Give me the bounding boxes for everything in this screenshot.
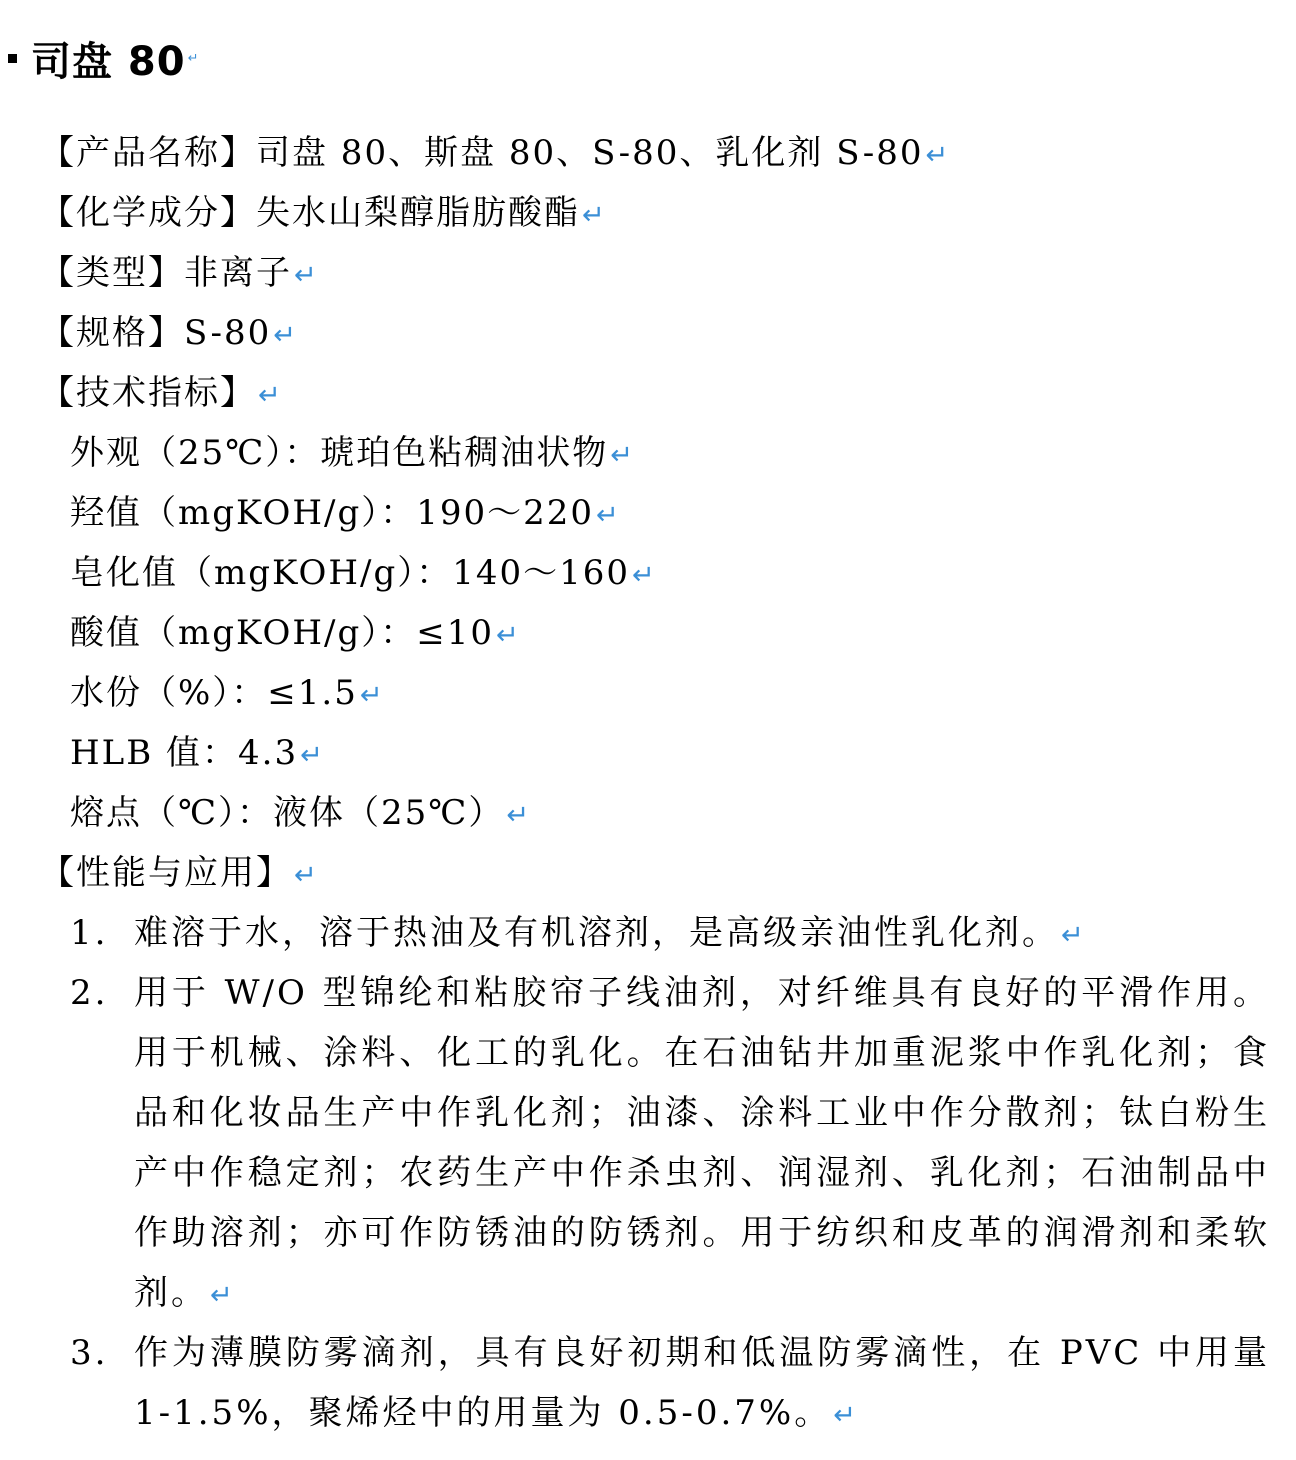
field-text: 【规格】S-80 — [40, 313, 272, 353]
list-number: 1. — [70, 913, 109, 953]
paragraph-mark-icon: ↵ — [300, 740, 325, 771]
section-heading — [8, 30, 198, 86]
field-text: 【化学成分】失水山梨醇脂肪酸酯 — [40, 193, 580, 233]
field-text: 【技术指标】 — [40, 373, 256, 413]
paragraph-mark-icon: ↵ — [1061, 920, 1087, 951]
spec-text: 皂化值（mgKOH/g）：140～160 — [70, 553, 631, 593]
paragraph-mark-icon: ↵ — [632, 560, 657, 591]
spec-text: 外观（25℃）：琥珀色粘稠油状物 — [70, 433, 609, 473]
spec-text: 羟值（mgKOH/g）：190～220 — [70, 493, 595, 533]
spec-hydroxyl-value — [70, 483, 621, 543]
heading-text: 司盘 80 — [31, 38, 186, 85]
paragraph-mark-icon: ↵ — [273, 320, 299, 351]
field-text: 【性能与应用】 — [40, 853, 292, 893]
list-number: 2. — [70, 973, 109, 1013]
spec-moisture — [70, 663, 385, 723]
paragraph-mark-icon: ↵ — [258, 380, 283, 411]
paragraph-mark-icon: ↵ — [294, 860, 319, 891]
list-item — [70, 1323, 1270, 1446]
spec-hlb-value — [70, 723, 325, 783]
spec-text: 熔点（℃）：液体（25℃） — [70, 793, 505, 833]
paragraph-mark-icon: ↵ — [187, 50, 199, 66]
spec-melting-point — [70, 783, 531, 843]
paragraph-mark-icon: ↵ — [210, 1280, 236, 1311]
field-specification — [40, 303, 298, 363]
list-number: 3. — [70, 1333, 109, 1373]
list-text: 用于 W/O 型锦纶和粘胶帘子线油剂，对纤维具有良好的平滑作用。用于机械、涂料、化工的乳化。在石油钻井加重泥浆中作乳化剂；食品和化妆品生产中作乳化剂；油漆、涂料工业中作分散剂；钛白粉生产中作稳定剂；农药生产中作杀虫剂、润湿剂、乳化剂；石油制品中作助溶剂；亦可作防锈油的防锈剂。用于纺织和皮革的润滑剂和柔软剂。 — [134, 973, 1270, 1313]
spec-text: HLB 值：4.3 — [70, 733, 299, 773]
bullet-icon — [8, 54, 17, 63]
field-performance-application — [40, 843, 319, 903]
list-text: 难溶于水，溶于热油及有机溶剂，是高级亲油性乳化剂。 — [134, 913, 1059, 953]
paragraph-mark-icon: ↵ — [833, 1400, 860, 1431]
paragraph-mark-icon: ↵ — [506, 800, 532, 831]
paragraph-mark-icon: ↵ — [359, 680, 385, 711]
field-technical-indicators — [40, 363, 283, 423]
field-product-name — [40, 123, 950, 183]
field-chemical-composition — [40, 183, 607, 243]
spec-saponification-value — [70, 543, 657, 603]
paragraph-mark-icon: ↵ — [610, 440, 636, 471]
field-text: 【类型】非离子 — [40, 253, 292, 293]
field-text: 【产品名称】司盘 80、斯盘 80、S-80、乳化剂 S-80 — [40, 133, 924, 173]
paragraph-mark-icon: ↵ — [596, 500, 621, 531]
field-type — [40, 243, 319, 303]
paragraph-mark-icon: ↵ — [925, 140, 951, 171]
spec-acid-value — [70, 603, 521, 663]
spec-appearance — [70, 423, 635, 483]
spec-text: 水份（%）：≤1.5 — [70, 673, 358, 713]
list-text: 作为薄膜防雾滴剂，具有良好初期和低温防雾滴性，在 PVC 中用量 1-1.5%，聚烯烃中的用量为 0.5-0.7%。 — [134, 1333, 1270, 1433]
paragraph-mark-icon: ↵ — [294, 260, 319, 291]
paragraph-mark-icon: ↵ — [496, 620, 521, 651]
list-item — [70, 963, 1270, 1326]
spec-text: 酸值（mgKOH/g）：≤10 — [70, 613, 494, 653]
paragraph-mark-icon: ↵ — [582, 200, 607, 231]
list-item — [70, 903, 1270, 966]
